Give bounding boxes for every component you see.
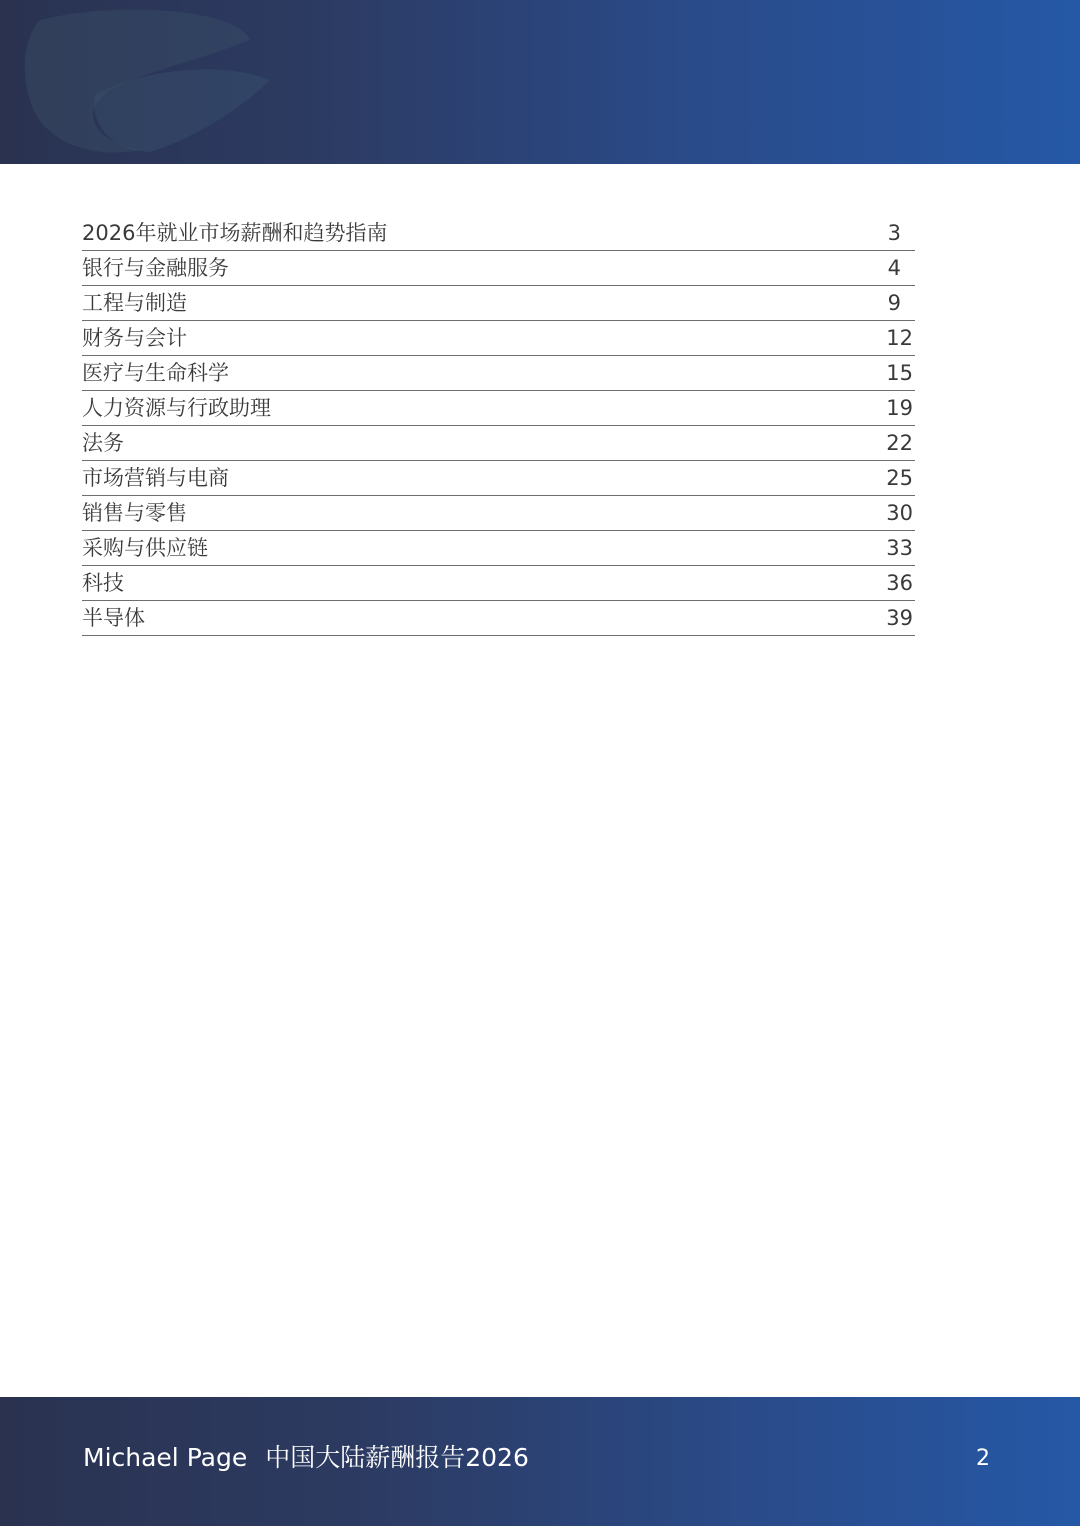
- toc-row[interactable]: [82, 286, 915, 321]
- toc-row[interactable]: [82, 566, 915, 601]
- toc-title: 科技: [82, 571, 124, 595]
- toc-row[interactable]: [82, 216, 915, 251]
- toc-page-number: 39: [886, 606, 913, 630]
- toc-title: 银行与金融服务: [82, 256, 229, 280]
- toc-page-number: 33: [886, 536, 913, 560]
- toc-page-number: 4: [887, 256, 901, 280]
- page-number: 2: [976, 1446, 990, 1471]
- toc-title: 半导体: [82, 606, 145, 630]
- toc-row[interactable]: [82, 251, 915, 286]
- toc-title: 市场营销与电商: [82, 466, 229, 490]
- toc-row[interactable]: [82, 356, 915, 391]
- toc-page-number: 22: [886, 431, 913, 455]
- footer-brand-line: [83, 1441, 529, 1475]
- toc-title: 2026年就业市场薪酬和趋势指南: [82, 221, 388, 245]
- toc-page-number: 30: [886, 501, 913, 525]
- header-banner: [0, 0, 1080, 164]
- toc-page-number: 9: [887, 291, 901, 315]
- toc-title: 工程与制造: [82, 291, 187, 315]
- toc-title: 医疗与生命科学: [82, 361, 229, 385]
- toc-page-number: 3: [887, 221, 901, 245]
- toc-row[interactable]: [82, 601, 915, 636]
- toc-row[interactable]: [82, 426, 915, 461]
- toc-page-number: 36: [886, 571, 913, 595]
- toc-page-number: 25: [886, 466, 913, 490]
- table-of-contents: [82, 216, 915, 636]
- toc-title: 人力资源与行政助理: [82, 396, 271, 420]
- toc-title: 法务: [82, 431, 124, 455]
- report-title: 中国大陆薪酬报告2026: [265, 1443, 529, 1472]
- toc-row[interactable]: [82, 531, 915, 566]
- toc-row[interactable]: [82, 496, 915, 531]
- toc-page-number: 15: [886, 361, 913, 385]
- toc-title: 财务与会计: [82, 326, 187, 350]
- toc-page-number: 12: [886, 326, 913, 350]
- footer-banner: [0, 1397, 1080, 1526]
- toc-title: 采购与供应链: [82, 536, 208, 560]
- decorative-swirl: [0, 0, 1080, 164]
- brand-name: Michael Page: [83, 1443, 248, 1472]
- toc-row[interactable]: [82, 321, 915, 356]
- toc-row[interactable]: [82, 391, 915, 426]
- toc-row[interactable]: [82, 461, 915, 496]
- toc-title: 销售与零售: [82, 501, 187, 525]
- toc-page-number: 19: [886, 396, 913, 420]
